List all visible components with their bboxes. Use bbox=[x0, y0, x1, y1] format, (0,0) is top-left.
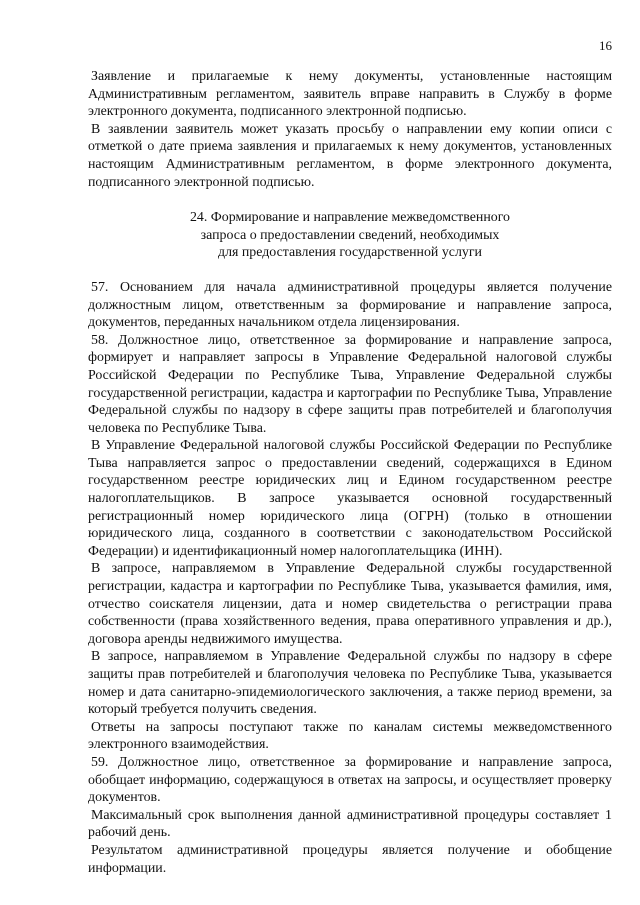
paragraph: В запросе, направляемом в Управление Федеральной службы по надзору в сфере защиты прав потребителей и благополучия человека по Республике Тыва, указывается номер и дата санитарно-эпидемиологического заключения, а также период времени, за который требуется получить сведения. bbox=[88, 649, 612, 718]
paragraph: В запросе, направляемом в Управление Федеральной службы государственной регистрации, кадастра и картографии по Республике Тыва, указывается фамилия, имя, отчество соискателя лицензии, дата и номер свидетельства о регистрации права собственности (права хозяйственного ведения, права оперативного управления и др.), договора аренды недвижимого имущества. bbox=[88, 561, 612, 647]
section-heading-line: для предоставления государственной услуги bbox=[218, 245, 482, 261]
paragraph: 57. Основанием для начала административной процедуры является получение должностным лицом, ответственным за формирование и направление запроса, документов, переданных начальником отдела лицензирования. bbox=[88, 279, 612, 331]
page-number: 16 bbox=[599, 38, 612, 53]
section-heading-line: 24. Формирование и направление межведомственного bbox=[189, 210, 511, 226]
paragraph: Максимальный срок выполнения данной административной процедуры составляет 1 рабочий день. bbox=[88, 807, 612, 841]
paragraph: Ответы на запросы поступают также по каналам системы межведомственного электронного взаимодействия. bbox=[88, 719, 612, 753]
document-body bbox=[88, 68, 612, 877]
paragraph: Результатом административной процедуры является получение и обобщение информации. bbox=[88, 842, 612, 876]
paragraph: 59. Должностное лицо, ответственное за формирование и направление запроса, обобщает информацию, содержащуюся в ответах на запросы, и осуществляет проверку документов. bbox=[88, 754, 612, 806]
paragraph: В Управление Федеральной налоговой службы Российской Федерации по Республике Тыва направляется запрос о предоставлении сведений, содержащихся в Едином государственном реестре юридических лиц и Едином государственном реестре налогоплательщиков. В запросе указывается основной государственный регистрационный номер юридического лица (ОГРН) (только в отношении юридического лица, созданного в соответствии с законодательством Российской Федерации) и идентификационный номер налогоплательщика (ИНН). bbox=[88, 438, 612, 559]
section-heading bbox=[88, 209, 612, 262]
section-heading-line: запроса о предоставлении сведений, необходимых bbox=[200, 227, 500, 243]
paragraph: В заявлении заявитель может указать просьбу о направлении ему копии описи с отметкой о дате приема заявления и прилагаемых к нему документов, установленных настоящим Административным регламентом, в форме электронного документа, подписанного электронной подписью. bbox=[88, 121, 612, 190]
paragraph: 58. Должностное лицо, ответственное за формирование и направление запроса, формирует и направляет запросы в Управление Федеральной налоговой службы Российской Федерации по Республике Тыва, Управление Федеральной службы государственной регистрации, кадастра и картографии по Республике Тыва, Управление Федеральной службы по надзору в сфере защиты прав потребителей и благополучия человека по Республике Тыва. bbox=[88, 332, 612, 436]
paragraph: Заявление и прилагаемые к нему документы, установленные настоящим Административным регламентом, заявитель вправе направить в Службу в форме электронного документа, подписанного электронной подписью. bbox=[88, 69, 612, 120]
